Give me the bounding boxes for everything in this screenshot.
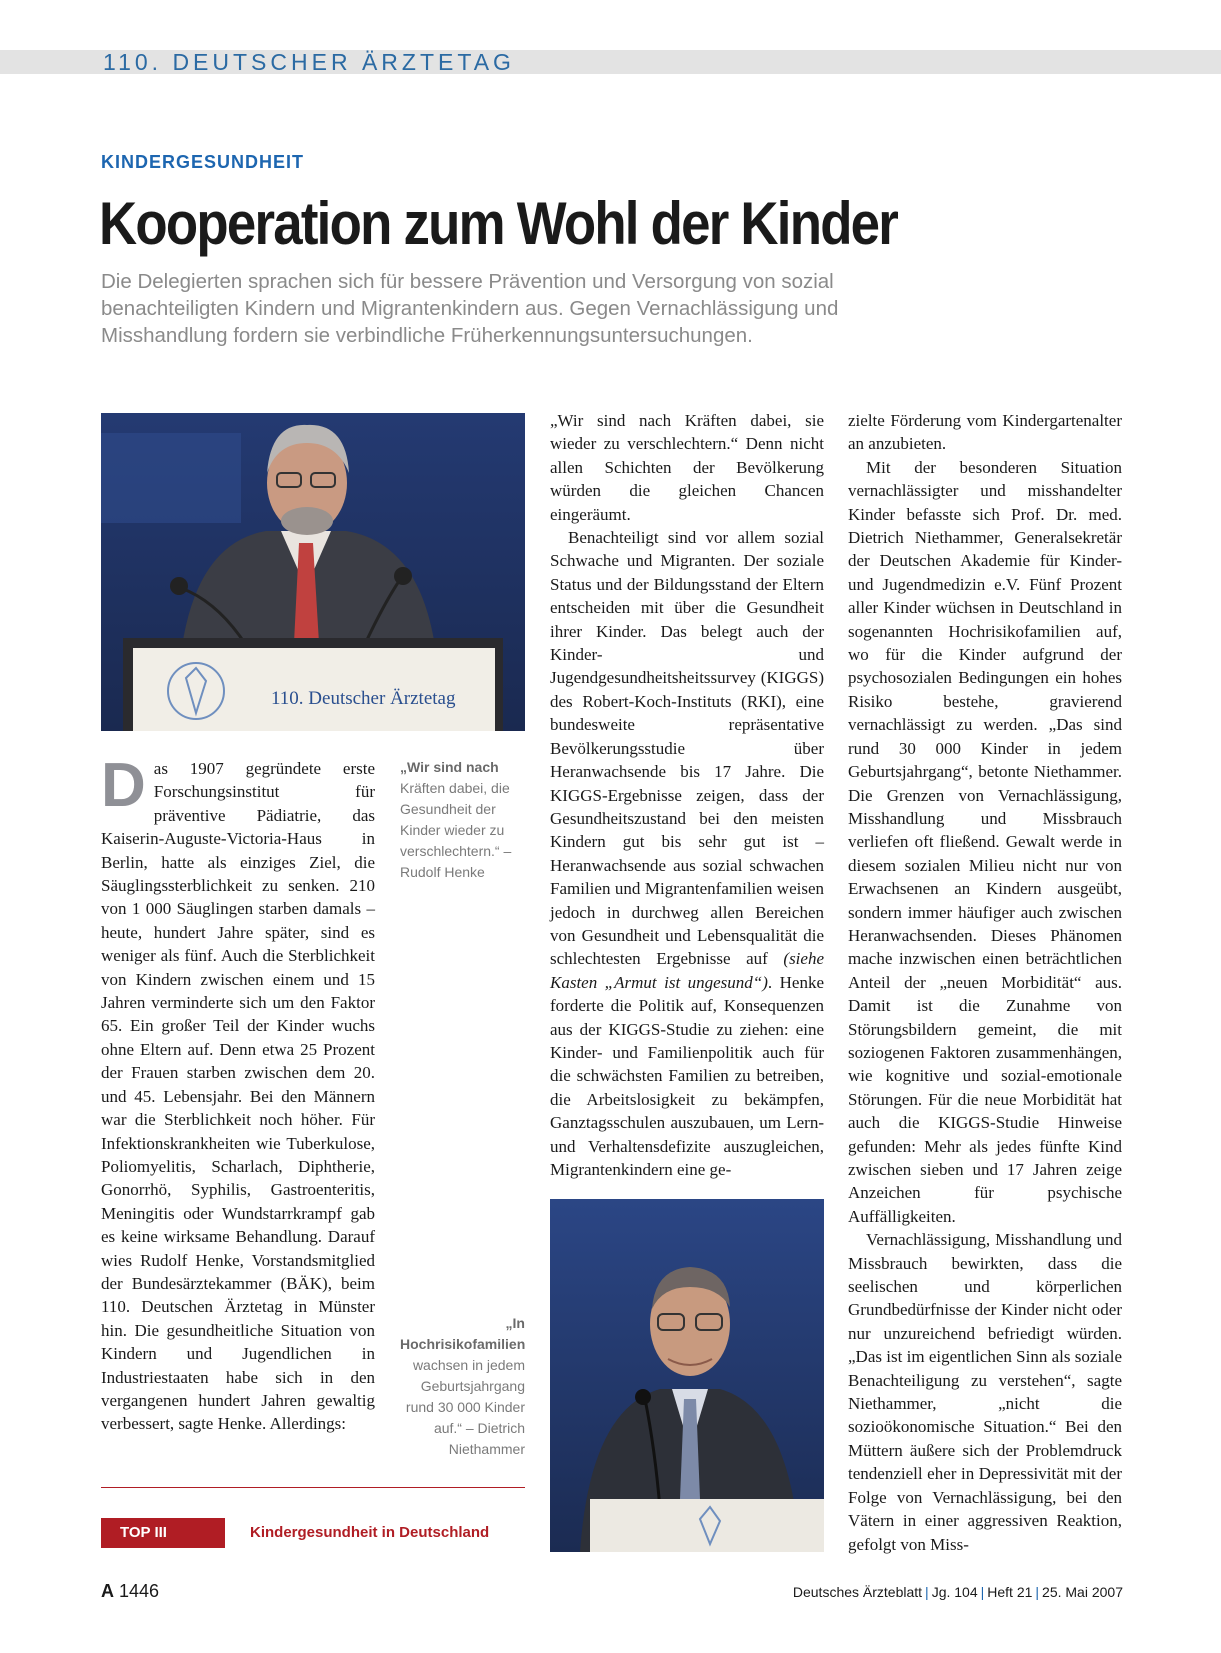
top-label: Kindergesundheit in Deutschland: [250, 1524, 490, 1541]
column-2-paragraph-2: [550, 526, 824, 1181]
column-2-paragraph-1: „Wir sind nach Kräften dabei, sie wieder zu verschlechtern.“ Denn nicht allen Schichten der Bevölkerung würden die gleichen Chancen eingeräumt.: [550, 411, 824, 524]
article-column-2: [550, 409, 824, 1181]
column-2-text-b: . Henke forderte die Politik auf, Konsequenzen aus der KIGGS-Studie zu ziehen: eine Kinder- und Familienpolitik auch für die schwächsten Familien zu betreiben, die Arbeitslosigkeit zu bekämpfen, Ganztagsschulen auszubauen, um Lern- und Verhaltensdefizite auszugleichen, Migrantenkindern eine ge-: [550, 972, 824, 1179]
footer-separator: |: [980, 1584, 985, 1600]
photo-dietrich-niethammer: [550, 1199, 824, 1552]
footer-publication-info: [793, 1584, 1123, 1600]
pull-quote-1-lead: „Wir sind nach: [400, 759, 499, 775]
column-3-paragraph-2: Mit der besonderen Situation vernachlässigter und misshandelter Kinder befasste sich Prof. Dr. med. Dietrich Niethammer, Generalsekretär der Deutschen Akademie für Kinder- und Jugendmedizin e.V. Fünf Prozent aller Kinder wüchsen in Deutschland in sogenannten Hochrisikofamilien auf, wo für die Kinder aufgrund der psychosozialen Bedingungen ein hohes Risiko bestehe, gravierend vernachlässigt zu werden. „Das sind rund 30 000 Kinder in jedem Geburtsjahrgang“, betonte Niethammer. Die Grenzen von Vernachlässigung, Misshandlung und Missbrauch verliefen oft fließend. Gewalt werde in diesem sozialen Milieu nicht nur von Erwachsenen an Kindern ausgeübt, sondern immer häufiger auch zwischen Heranwachsenden. Dieses Phänomen mache inzwischen einen beträchtlichen Anteil der „neuen Morbidität“ aus. Damit ist die Zunahme von Störungsbildern gemeint, die mit soziogenen Faktoren zusammenhängen, wie kognitive und sozial-emotionale Störungen. Für die neue Morbidität hat auch die KIGGS-Studie Hinweise gefunden: Mehr als jedes fünfte Kind zwischen sieben und 17 Jahren zeige Anzeichen für psychische Auffälligkeiten.: [848, 457, 1122, 1226]
article-headline: Kooperation zum Wohl der Kinder: [99, 190, 898, 257]
column-3-paragraph-3: Vernachlässigung, Misshandlung und Missbrauch bewirkten, dass die seelischen und körperlichen Grundbedürfnisse der Kinder nicht oder nur unzureichend befriedigt würden. „Das ist im eigentlichen Sinn als soziale Benachteiligung zu verstehen“, sagte Niethammer, „nicht die sozioökonomische Situation.“ Bei den Müttern äußere sich der Problemdruck tendenziell eher in Depressivität mit der Folge von Vernachlässigung, bei den Vätern in einer aggressiven Reaktion, gefolgt von Miss-: [848, 1230, 1122, 1554]
photo-rudolf-henke: [101, 413, 525, 731]
photo-illustration-2: [550, 1199, 824, 1552]
photo-illustration-1: [101, 413, 525, 731]
footer-issue: Heft 21: [987, 1584, 1033, 1600]
article-column-1: [101, 751, 375, 1436]
box-reference: (siehe Kasten „Armut ist ungesund“): [550, 949, 824, 992]
footer-date: 25. Mai 2007: [1042, 1584, 1123, 1600]
article-lead: Die Delegierten sprachen sich für bessere Prävention und Versorgung von sozial benachteiligten Kindern und Migrantenkindern aus. Gegen Vernachlässigung und Misshandlung fordern sie verbindliche Früherkennungsuntersuchungen.: [101, 270, 839, 347]
footer-journal: Deutsches Ärzteblatt: [792, 1584, 923, 1600]
column-1-text: as 1907 gegründete erste Forschungsinstitut für präventive Pädiatrie, das Kaiserin-Auguste-Victoria-Haus in Berlin, hatte als einziges Ziel, die Säuglingssterblichkeit zu senken. 210 von 1 000 Säuglingen starben damals – heute, hundert Jahre später, sind es weniger als fünf. Auch die Sterblichkeit von Kindern zwischen einem und 15 Jahren verminderte sich um den Faktor 65. Ein großer Teil der Kinder wuchs ohne Eltern auf. Denn etwa 25 Prozent der Frauen starben zwischen dem 20. und 45. Lebensjahr. Bei den Männern war die Sterblichkeit noch höher. Für Infektionskrankheiten wie Tuberkulose, Poliomyelitis, Scharlach, Diphtherie, Gonorrhö, Syphilis, Gastroenteritis, Meningitis oder Wundstarrkrampf gab es keine wirksame Behandlung. Darauf wies Rudolf Henke, Vorstandsmitglied der Bundesärztekammer (BÄK), beim 110. Deutschen Ärztetag in Münster hin. Die gesundheitliche Situation von Kindern und Jugendlichen in Industriestaaten habe sich in den vergangenen hundert Jahren gewaltig verbessert, sagte Henke. Allerdings:: [101, 759, 375, 1434]
pull-quote-niethammer: [400, 1313, 525, 1460]
pull-quote-henke: [400, 757, 525, 883]
top-badge: TOP III: [101, 1518, 225, 1548]
column-3-paragraph-1: zielte Förderung vom Kindergartenalter an anzubieten.: [848, 411, 1122, 454]
article-kicker: KINDERGESUNDHEIT: [101, 152, 305, 172]
page-number-value: 1446: [119, 1581, 160, 1601]
drop-cap: D: [101, 751, 146, 820]
footer-volume: Jg. 104: [931, 1584, 978, 1600]
page-prefix: A: [101, 1581, 114, 1601]
column-2-text-a: Benachteiligt sind vor allem sozial Schwache und Migranten. Der soziale Status und der Bildungsstand der Eltern entscheiden mit über die Gesundheit ihrer Kinder. Das belegt auch der Kinder- und Jugendgesundheitsheitssurvey (KIGGS) des Robert-Koch-Instituts (RKI), eine bundesweite repräsentative Bevölkerungsstudie über Heranwachsende bis 17 Jahre. Die KIGGS-Ergebnisse zeigen, dass der Gesundheitszustand bei den meisten Kindern gut bis sehr gut ist – Heranwachsende aus sozial schwachen Familien und Migrantenfamilien weisen jedoch in durchweg allen Bereichen von Gesundheit und Lebensqualität die schlechtesten Ergebnisse auf: [550, 528, 824, 969]
divider-rule: [101, 1487, 525, 1488]
article-column-3: [848, 409, 1122, 1556]
footer-separator: |: [925, 1584, 929, 1600]
pull-quote-1-text: Kräften dabei, die Gesundheit der Kinder wieder zu verschlechtern.“ – Rudolf Henke: [400, 780, 512, 880]
pull-quote-2-lead: „In Hochrisikofamilien: [400, 1315, 526, 1352]
page-number: [101, 1581, 159, 1602]
footer-separator: |: [1035, 1584, 1040, 1600]
pull-quote-2-text: wachsen in jedem Geburtsjahrgang rund 30 000 Kinder auf.“ – Dietrich Niethammer: [405, 1357, 525, 1457]
column-1-paragraph: [101, 751, 375, 1436]
section-header: 110. DEUTSCHER ÄRZTETAG: [103, 49, 515, 75]
podium-text: 110. Deutscher Ärztetag: [271, 688, 456, 709]
